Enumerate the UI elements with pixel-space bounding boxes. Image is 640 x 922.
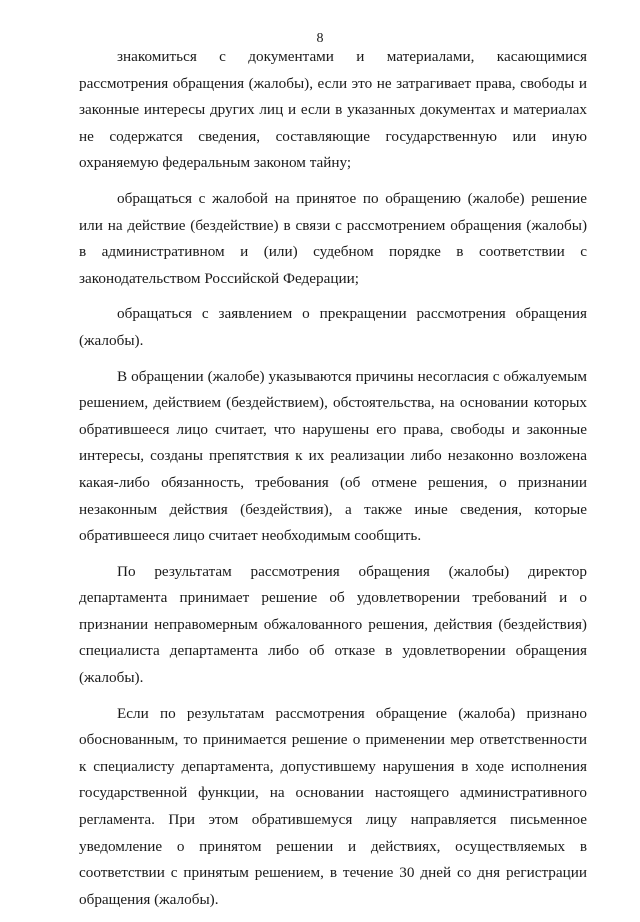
- page-number: 8: [316, 31, 324, 46]
- paragraph-access-documents: знакомиться с документами и материалами, касающимися рассмотрения обращения (жалобы), если это не затрагивает права, свободы и законные интересы других лиц и если в указанных документах и материалах не содержатся сведения, составляющие государственную или иную охраняемую федеральным законом тайну;: [79, 48, 587, 172]
- paragraph-complaint-contents: В обращении (жалобе) указываются причины несогласия с обжалуемым решением, действием (бездействием), обстоятельства, на основании которых обратившееся лицо считает, что нарушены его права, свободы и законные интересы, созданы препятствия к их реализации либо незаконно возложена какая-либо обязанность, требования (об отмене решения, о признании незаконным действия (бездействия), а также иные сведения, которые обратившееся лицо считает необходимым сообщить.: [79, 367, 587, 545]
- paragraph-termination-request: обращаться с заявлением о прекращении рассмотрения обращения (жалобы).: [79, 305, 587, 349]
- paragraph-director-decision: По результатам рассмотрения обращения (жалобы) директор департамента принимает решение об удовлетворении требований и о признании неправомерным обжалованного решения, действия (бездействия) специалиста департамента либо об отказе в удовлетворении обращения (жалобы).: [79, 562, 587, 687]
- paragraph-appeal-decision: обращаться с жалобой на принятое по обращению (жалобе) решение или на действие (бездействие) в связи с рассмотрением обращения (жалобы) в административном и (или) судебном порядке в соответствии с законодательством Российской Федерации;: [79, 189, 587, 287]
- paragraph-justified-complaint: Если по результатам рассмотрения обращение (жалоба) признано обоснованным, то принимается решение о применении мер ответственности к специалисту департамента, допустившему нарушения в ходе исполнения государственной функции, на основании настоящего административного регламента. При этом обратившемуся лицу направляется письменное уведомление о принятом решении и действиях, осуществляемых в соответствии с принятым решением, в течение 30 дней со дня регистрации обращения (жалобы).: [79, 704, 587, 908]
- document-body: [79, 44, 587, 922]
